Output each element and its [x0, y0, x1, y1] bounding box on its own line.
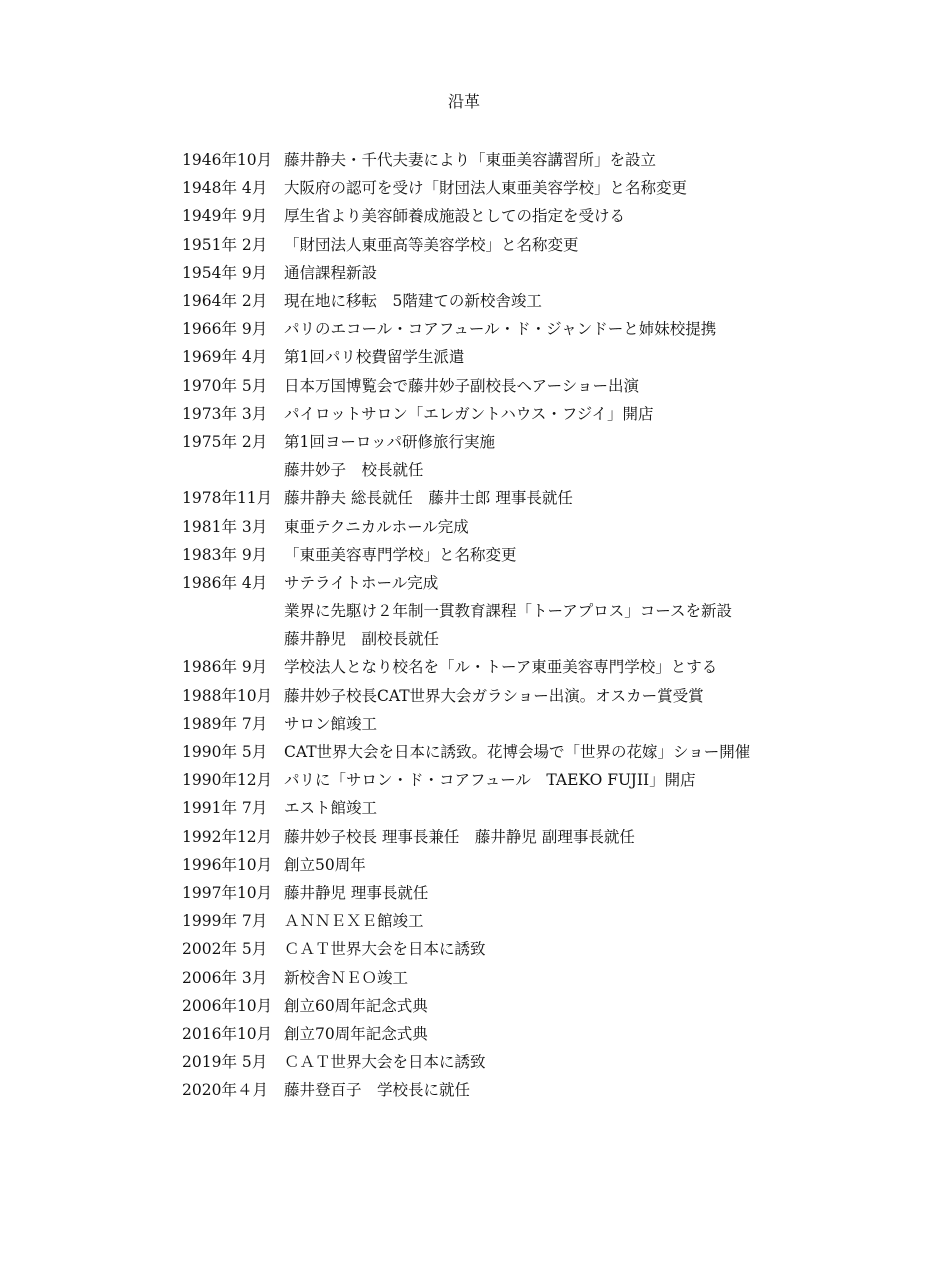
entry-date: 1990年 5月 [182, 743, 268, 762]
timeline-entry [0, 173, 940, 201]
entry-event: 藤井登百子 学校長に就任 [284, 1081, 471, 1100]
timeline-entry [0, 1019, 940, 1047]
entry-date: 1973年 3月 [182, 404, 268, 423]
timeline-entry [0, 709, 940, 737]
timeline-entry [0, 934, 940, 962]
entry-event: パイロットサロン「エレガントハウス・フジイ」開店 [284, 404, 654, 423]
entry-event: 第1回ヨーロッパ研修旅行実施 [284, 432, 496, 451]
entry-event: 創立70周年記念式典 [284, 1024, 428, 1043]
entry-event: 創立60周年記念式典 [284, 996, 428, 1015]
timeline-entry [0, 1047, 940, 1075]
entry-event: 藤井妙子校長CAT世界大会ガラショー出演。オスカー賞受賞 [284, 686, 704, 705]
timeline-entry [0, 342, 940, 370]
entry-date: 2016年10月 [182, 1024, 273, 1043]
timeline-entry [0, 145, 940, 173]
entry-event: 東亜テクニカルホール完成 [284, 517, 469, 536]
page-title: 沿革 [447, 92, 480, 111]
entry-date: 1989年 7月 [182, 714, 268, 733]
timeline-entry [0, 624, 940, 652]
timeline-entry [0, 568, 940, 596]
entry-date: 1986年 4月 [182, 573, 268, 592]
entry-event: 第1回パリ校費留学生派遣 [284, 348, 465, 367]
entry-date: 1996年10月 [182, 855, 273, 874]
entry-date: 2020年４月 [182, 1081, 268, 1100]
timeline-entry [0, 737, 940, 765]
entry-event: 業界に先駆け２年制一貫教育課程「トーアプロス」コースを新設 [284, 602, 732, 621]
entry-date: 1948年 4月 [182, 179, 268, 198]
entry-event: ＣＡＴ世界大会を日本に誘致 [284, 940, 486, 959]
entry-date: 1978年11月 [182, 489, 273, 508]
entry-date: 1966年 9月 [182, 320, 268, 339]
entry-date: 1990年12月 [182, 771, 273, 790]
entry-event: 厚生省より美容師養成施設としての指定を受ける [284, 207, 626, 226]
timeline-entry [0, 962, 940, 990]
entry-event: 通信課程新設 [284, 263, 378, 282]
entry-event: 現在地に移転 5階建ての新校舎竣工 [284, 292, 542, 311]
timeline-entry [0, 258, 940, 286]
entry-date: 1969年 4月 [182, 348, 268, 367]
entry-date: 1949年 9月 [182, 207, 268, 226]
timeline-entry [0, 230, 940, 258]
entry-event: CAT世界大会を日本に誘致。花博会場で「世界の花嫁」ショー開催 [284, 743, 751, 762]
entry-event: 藤井静児 理事長就任 [284, 883, 429, 902]
entry-event: 「東亜美容専門学校」と名称変更 [284, 545, 517, 564]
entry-event: サテライトホール完成 [284, 573, 439, 592]
entry-event: サロン館竣工 [284, 714, 378, 733]
entry-date: 1964年 2月 [182, 292, 268, 311]
entry-event: 「財団法人東亜高等美容学校」と名称変更 [284, 235, 579, 254]
timeline-entry [0, 1075, 940, 1103]
entry-event: 学校法人となり校名を「ル・トーア東亜美容専門学校」とする [284, 658, 718, 677]
entry-event: ＡＮＮＥＸＥ館竣工 [284, 912, 424, 931]
timeline-entry [0, 652, 940, 680]
timeline-entry [0, 286, 940, 314]
entry-event: 藤井静夫・千代夫妻により「東亜美容講習所」を設立 [284, 151, 657, 170]
timeline-entry [0, 314, 940, 342]
entry-event: パリのエコール・コアフュール・ド・ジャンドーと姉妹校提携 [284, 320, 717, 339]
entry-date: 2019年 5月 [182, 1053, 268, 1072]
timeline-entry [0, 991, 940, 1019]
entry-date: 2006年 3月 [182, 968, 268, 987]
timeline-entry [0, 399, 940, 427]
timeline-entry [0, 822, 940, 850]
history-timeline [0, 145, 940, 1103]
entry-event: 新校舎ＮＥＯ竣工 [284, 968, 409, 987]
entry-date: 1983年 9月 [182, 545, 268, 564]
timeline-entry [0, 596, 940, 624]
entry-event: 藤井静児 副校長就任 [284, 630, 440, 649]
timeline-entry [0, 793, 940, 821]
timeline-entry [0, 511, 940, 539]
entry-date: 2006年10月 [182, 996, 273, 1015]
entry-date: 1946年10月 [182, 151, 273, 170]
timeline-entry [0, 765, 940, 793]
timeline-entry [0, 483, 940, 511]
entry-event: ＣＡＴ世界大会を日本に誘致 [284, 1053, 486, 1072]
entry-date: 1992年12月 [182, 827, 273, 846]
entry-date: 1970年 5月 [182, 376, 268, 395]
timeline-entry [0, 371, 940, 399]
entry-date: 1975年 2月 [182, 432, 268, 451]
entry-event: 大阪府の認可を受け「財団法人東亜美容学校」と名称変更 [284, 179, 688, 198]
timeline-entry [0, 455, 940, 483]
entry-date: 1981年 3月 [182, 517, 268, 536]
timeline-entry [0, 201, 940, 229]
entry-date: 1986年 9月 [182, 658, 268, 677]
entry-date: 1954年 9月 [182, 263, 268, 282]
entry-event: 創立50周年 [284, 855, 366, 874]
entry-event: エスト館竣工 [284, 799, 378, 818]
entry-date: 1951年 2月 [182, 235, 268, 254]
timeline-entry [0, 878, 940, 906]
entry-date: 1999年 7月 [182, 912, 268, 931]
entry-event: パリに「サロン・ド・コアフュール TAEKO FUJII」開店 [284, 771, 696, 790]
entry-event: 日本万国博覧会で藤井妙子副校長ヘアーショー出演 [284, 376, 639, 395]
entry-date: 2002年 5月 [182, 940, 268, 959]
timeline-entry [0, 906, 940, 934]
entry-date: 1997年10月 [182, 883, 273, 902]
entry-date: 1988年10月 [182, 686, 273, 705]
entry-event: 藤井妙子 校長就任 [284, 461, 424, 480]
entry-event: 藤井静夫 総長就任 藤井士郎 理事長就任 [284, 489, 573, 508]
entry-date: 1991年 7月 [182, 799, 268, 818]
timeline-entry [0, 850, 940, 878]
entry-event: 藤井妙子校長 理事長兼任 藤井静児 副理事長就任 [284, 827, 635, 846]
timeline-entry [0, 427, 940, 455]
timeline-entry [0, 681, 940, 709]
timeline-entry [0, 540, 940, 568]
